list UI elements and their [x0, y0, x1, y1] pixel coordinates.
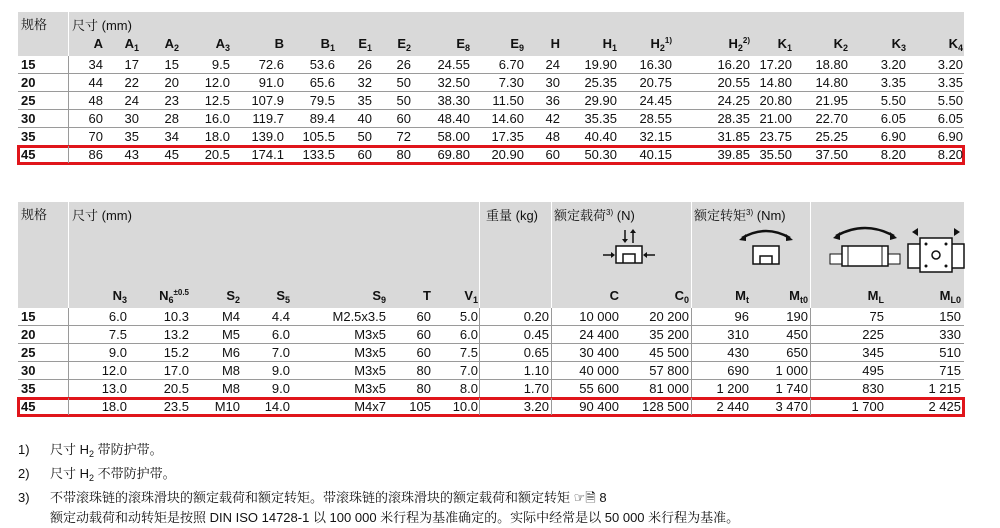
table-cell: 150: [939, 309, 961, 324]
table-cell: M3x5: [354, 327, 386, 342]
table-row: [18, 110, 964, 128]
table-cell: 31.85: [717, 129, 750, 144]
table-cell: 310: [727, 327, 749, 342]
table-cell: 10 000: [579, 309, 619, 324]
table-cell: 10.3: [163, 309, 189, 324]
table-cell: 6.70: [498, 57, 524, 72]
table-cell: 18.80: [815, 57, 848, 72]
table-cell: 65.6: [309, 75, 335, 90]
col-header: $A_2$: [164, 36, 179, 53]
table-cell: 3.20: [937, 57, 963, 72]
table-cell: 0.45: [523, 327, 549, 342]
table-cell: 50: [396, 93, 411, 108]
table-cell: 1.10: [523, 363, 549, 378]
table-cell: 20.5: [204, 147, 230, 162]
table-cell: 13.0: [101, 381, 127, 396]
size-cell: 15: [21, 57, 36, 72]
table-cell: 128 500: [642, 399, 689, 414]
size-cell: 15: [21, 309, 36, 324]
table-row: [18, 56, 964, 74]
col-header: $M_{L0}$: [939, 288, 961, 305]
table-cell: 28.55: [639, 111, 672, 126]
col-header: B: [274, 36, 284, 51]
table-cell: M3x5: [354, 345, 386, 360]
col-header: $E_9$: [510, 36, 524, 53]
table-cell: 190: [786, 309, 808, 324]
table-cell: 25.25: [815, 129, 848, 144]
footnote-3: 3) 不带滚珠链的滚珠滑块的额定载荷和额定转矩。带滚珠链的滚珠滑块的额定载荷和额定转矩 ☞🗎 8: [18, 490, 607, 505]
col-header: $M_{t0}$: [789, 288, 808, 305]
table-cell: 43: [124, 147, 139, 162]
table-cell: 58.00: [437, 129, 470, 144]
table-cell: 50: [357, 129, 372, 144]
table-cell: 12.0: [204, 75, 230, 90]
table-cell: 48: [545, 129, 560, 144]
footnote-3-line-2: 额定动载荷和动转矩是按照 DIN ISO 14728-1 以 100 000 米行程为基准确定的。实际中经常是以 50 000 米行程为基准。: [50, 510, 740, 525]
table-cell: 86: [88, 147, 103, 162]
table-cell: 139.0: [251, 129, 284, 144]
table-cell: 17.35: [491, 129, 524, 144]
table-cell: 60: [357, 147, 372, 162]
table-cell: 15.2: [163, 345, 189, 360]
table-cell: 35.50: [759, 147, 792, 162]
table-cell: 3.35: [880, 75, 906, 90]
load-direction-icon: [601, 228, 657, 270]
table-cell: 105.5: [302, 129, 335, 144]
table-row: [18, 92, 964, 110]
table-cell: 8.20: [937, 147, 963, 162]
table-row: [18, 344, 964, 362]
table-cell: 39.85: [717, 147, 750, 162]
table-cell: 24.45: [639, 93, 672, 108]
footnotes: [18, 440, 739, 528]
table-cell: 22.70: [815, 111, 848, 126]
table-cell: 830: [862, 381, 884, 396]
table-cell: 330: [939, 327, 961, 342]
table-cell: 38.30: [437, 93, 470, 108]
table-cell: 26: [396, 57, 411, 72]
table-row: [18, 128, 964, 146]
table-cell: 81 000: [649, 381, 689, 396]
size-cell: 35: [21, 381, 36, 396]
table-row: [18, 362, 964, 380]
table-cell: 96: [734, 309, 749, 324]
table-cell: 60: [416, 345, 431, 360]
torque-ml0-icon: [906, 226, 966, 276]
col-header: $K_3$: [891, 36, 906, 53]
table-cell: 3.35: [937, 75, 963, 90]
table-cell: 650: [786, 345, 808, 360]
size-cell: 30: [21, 363, 36, 378]
table-cell: 32: [357, 75, 372, 90]
col-header: $C_0$: [674, 288, 689, 305]
table-cell: 19.90: [584, 57, 617, 72]
table-cell: 18.0: [101, 399, 127, 414]
table-cell: 35 200: [649, 327, 689, 342]
table-cell: 48.40: [437, 111, 470, 126]
table-cell: 70: [88, 129, 103, 144]
dimension-table-1: [18, 12, 964, 164]
table-cell: 21.95: [815, 93, 848, 108]
table-cell: M4x7: [354, 399, 386, 414]
table-cell: 89.4: [309, 111, 335, 126]
table-cell: 119.7: [252, 111, 284, 126]
table-cell: 1 215: [928, 381, 961, 396]
col-header: $M_t$: [735, 288, 749, 305]
table-cell: 6.0: [271, 327, 290, 342]
table-cell: 32.15: [639, 129, 672, 144]
table-cell: 9.0: [271, 381, 290, 396]
col-header: C: [609, 288, 619, 303]
col-header: $H_2^{2)}$: [728, 36, 750, 53]
table-cell: 72: [396, 129, 411, 144]
table-cell: 20.90: [491, 147, 524, 162]
table-cell: 80: [416, 363, 431, 378]
table-cell: 20.55: [717, 75, 750, 90]
spec-label-2: 规格: [21, 207, 48, 222]
table-cell: 34: [88, 57, 103, 72]
col-header: $H_2^{1)}$: [650, 36, 672, 53]
table-cell: 69.80: [437, 147, 470, 162]
weight-label: 重量 (kg): [486, 208, 539, 223]
table-cell: 20: [164, 75, 179, 90]
table-cell: 30: [124, 111, 139, 126]
col-header: $S_5$: [276, 288, 290, 305]
table-cell: 91.0: [258, 75, 284, 90]
table-cell: 24.55: [437, 57, 470, 72]
size-cell: 25: [21, 345, 36, 360]
table-cell: 44: [88, 75, 103, 90]
size-cell: 35: [21, 129, 36, 144]
table-cell: 2 440: [716, 399, 749, 414]
table-cell: 29.90: [584, 93, 617, 108]
table-row: [18, 326, 964, 344]
table-cell: 12.0: [101, 363, 127, 378]
table-cell: 6.05: [880, 111, 906, 126]
table-cell: 16.20: [717, 57, 750, 72]
table-cell: 25.35: [584, 75, 617, 90]
table-cell: 3.20: [880, 57, 906, 72]
table-cell: 6.90: [937, 129, 963, 144]
table-cell: 14.80: [759, 75, 792, 90]
table-cell: 28.35: [717, 111, 750, 126]
table-cell: 40.40: [584, 129, 617, 144]
table-cell: 23.5: [163, 399, 189, 414]
col-header: $A_3$: [215, 36, 230, 53]
table-cell: 20.5: [163, 381, 189, 396]
table-cell: 690: [727, 363, 749, 378]
table-cell: 9.0: [271, 363, 290, 378]
col-header: $H_1$: [602, 36, 617, 53]
table-cell: 6.0: [459, 327, 478, 342]
table-row: [18, 398, 964, 416]
table2-header: [18, 202, 964, 308]
table-cell: 7.0: [459, 363, 478, 378]
table-cell: 6.0: [108, 309, 127, 324]
table-cell: 32.50: [437, 75, 470, 90]
table-cell: 24 400: [579, 327, 619, 342]
table-cell: 1 700: [851, 399, 884, 414]
table-cell: 16.30: [639, 57, 672, 72]
table-cell: 35: [124, 129, 139, 144]
table-cell: 7.5: [108, 327, 127, 342]
table-cell: M10: [214, 399, 240, 414]
table-cell: M6: [221, 345, 240, 360]
table-cell: 18.0: [204, 129, 230, 144]
table-cell: 34: [164, 129, 179, 144]
table-cell: 13.2: [163, 327, 189, 342]
table-cell: 60: [545, 147, 560, 162]
table-cell: 30: [545, 75, 560, 90]
table-cell: 24: [545, 57, 560, 72]
table-cell: 24.25: [717, 93, 750, 108]
col-header: H: [550, 36, 560, 51]
footnote-1: 1) 尺寸 $H_2$ 带防护带。: [18, 442, 163, 459]
table-cell: 107.9: [251, 93, 284, 108]
table-cell: 9.5: [211, 57, 230, 72]
table-cell: M8: [221, 363, 240, 378]
table-cell: 14.80: [815, 75, 848, 90]
table-cell: 48: [88, 93, 103, 108]
table-cell: 20 200: [649, 309, 689, 324]
table-cell: M3x5: [354, 381, 386, 396]
table-cell: 26: [357, 57, 372, 72]
table-cell: 36: [545, 93, 560, 108]
table-cell: 35: [357, 93, 372, 108]
footnote-2: 2) 尺寸 $H_2$ 不带防护带。: [18, 466, 176, 483]
table-cell: 30 400: [579, 345, 619, 360]
size-cell: 45: [21, 399, 36, 414]
col-header: $E_1$: [358, 36, 372, 53]
table-cell: 37.50: [815, 147, 848, 162]
table-row: [18, 146, 964, 164]
table-cell: M2.5x3.5: [332, 309, 386, 324]
load-label: 额定载荷$^{3)}$ (N): [554, 208, 635, 223]
table-cell: 430: [727, 345, 749, 360]
spec-label: 规格: [21, 17, 48, 32]
table-cell: 60: [88, 111, 103, 126]
table-cell: 90 400: [579, 399, 619, 414]
table-cell: 105: [409, 399, 431, 414]
table-cell: 1 200: [716, 381, 749, 396]
col-header: $K_1$: [777, 36, 792, 53]
table-cell: 15: [164, 57, 179, 72]
table-cell: 60: [396, 111, 411, 126]
table-cell: 8.0: [459, 381, 478, 396]
table-row: [18, 308, 964, 326]
torque-label: 额定转矩$^{3)}$ (Nm): [694, 208, 786, 223]
col-header: $N_3$: [112, 288, 127, 305]
table-cell: 35.35: [584, 111, 617, 126]
table-cell: 60: [416, 327, 431, 342]
table-cell: 40: [357, 111, 372, 126]
table-cell: 5.50: [880, 93, 906, 108]
table-cell: M3x5: [354, 363, 386, 378]
dimension-label-2: 尺寸 (mm): [72, 208, 132, 223]
table-cell: 20.75: [639, 75, 672, 90]
table-cell: M4: [221, 309, 240, 324]
dimension-table-2: [18, 202, 964, 416]
table-cell: 5.0: [459, 309, 478, 324]
table-cell: 20.80: [759, 93, 792, 108]
table-cell: 7.5: [459, 345, 478, 360]
table-cell: 3.20: [523, 399, 549, 414]
table-cell: 57 800: [649, 363, 689, 378]
table-cell: 225: [862, 327, 884, 342]
table-cell: 55 600: [579, 381, 619, 396]
table-cell: 10.0: [452, 399, 478, 414]
table-cell: 42: [545, 111, 560, 126]
col-header: T: [423, 288, 431, 303]
col-header: $S_9$: [372, 288, 386, 305]
col-header: $B_1$: [320, 36, 335, 53]
table-cell: 72.6: [258, 57, 284, 72]
table-cell: 40.15: [639, 147, 672, 162]
table-cell: 21.00: [759, 111, 792, 126]
table-cell: 174.1: [251, 147, 284, 162]
table-cell: 60: [416, 309, 431, 324]
size-cell: 20: [21, 75, 36, 90]
table-cell: 7.30: [498, 75, 524, 90]
table-cell: M8: [221, 381, 240, 396]
table-cell: 50: [396, 75, 411, 90]
table-cell: 6.90: [880, 129, 906, 144]
table-cell: 23.75: [759, 129, 792, 144]
col-header: $E_8$: [456, 36, 470, 53]
table-cell: 7.0: [271, 345, 290, 360]
size-cell: 25: [21, 93, 36, 108]
table-cell: 5.50: [937, 93, 963, 108]
table-cell: 450: [786, 327, 808, 342]
table-cell: 75: [869, 309, 884, 324]
table-cell: 17: [124, 57, 139, 72]
col-header: $M_L$: [867, 288, 884, 305]
col-header: $V_1$: [464, 288, 478, 305]
torque-ml-icon: [828, 222, 902, 274]
table-cell: 495: [862, 363, 884, 378]
table-cell: 9.0: [108, 345, 127, 360]
table-row: [18, 380, 964, 398]
table-cell: 17.0: [163, 363, 189, 378]
table-cell: 1 000: [775, 363, 808, 378]
table-cell: 510: [939, 345, 961, 360]
table-cell: 4.4: [271, 309, 290, 324]
table-cell: 16.0: [204, 111, 230, 126]
col-header: $A_1$: [124, 36, 139, 53]
size-cell: 45: [21, 147, 36, 162]
table-cell: 1 740: [775, 381, 808, 396]
col-header: $K_4$: [948, 36, 963, 53]
table-cell: 45: [164, 147, 179, 162]
table-cell: 0.65: [523, 345, 549, 360]
table-cell: 50.30: [584, 147, 617, 162]
table-cell: 1.70: [523, 381, 549, 396]
table-cell: 79.5: [309, 93, 335, 108]
table-cell: 22: [124, 75, 139, 90]
col-header: A: [93, 36, 103, 51]
table-cell: 0.20: [523, 309, 549, 324]
table-cell: 80: [416, 381, 431, 396]
table-cell: 14.0: [264, 399, 290, 414]
table-cell: 345: [862, 345, 884, 360]
table-cell: M5: [221, 327, 240, 342]
table-cell: 80: [396, 147, 411, 162]
col-header: $K_2$: [833, 36, 848, 53]
table-cell: 28: [164, 111, 179, 126]
table-cell: 3 470: [775, 399, 808, 414]
table-cell: 6.05: [937, 111, 963, 126]
table-cell: 2 425: [928, 399, 961, 414]
table-cell: 14.60: [491, 111, 524, 126]
table-cell: 11.50: [492, 93, 524, 108]
table-row: [18, 74, 964, 92]
table-cell: 23: [164, 93, 179, 108]
table-cell: 40 000: [579, 363, 619, 378]
torque-mt-icon: [736, 224, 796, 270]
col-header: $N_6^{\pm 0.5}$: [159, 288, 189, 305]
table-cell: 53.6: [309, 57, 335, 72]
table-cell: 45 500: [649, 345, 689, 360]
table-cell: 24: [124, 93, 139, 108]
size-cell: 20: [21, 327, 36, 342]
table-cell: 133.5: [302, 147, 335, 162]
col-header: $E_2$: [397, 36, 411, 53]
table1-header: [18, 12, 964, 56]
table-cell: 17.20: [759, 57, 792, 72]
dimension-label: 尺寸 (mm): [72, 18, 132, 33]
table-cell: 12.5: [204, 93, 230, 108]
col-header: $S_2$: [226, 288, 240, 305]
table-cell: 715: [939, 363, 961, 378]
size-cell: 30: [21, 111, 36, 126]
table-cell: 8.20: [880, 147, 906, 162]
